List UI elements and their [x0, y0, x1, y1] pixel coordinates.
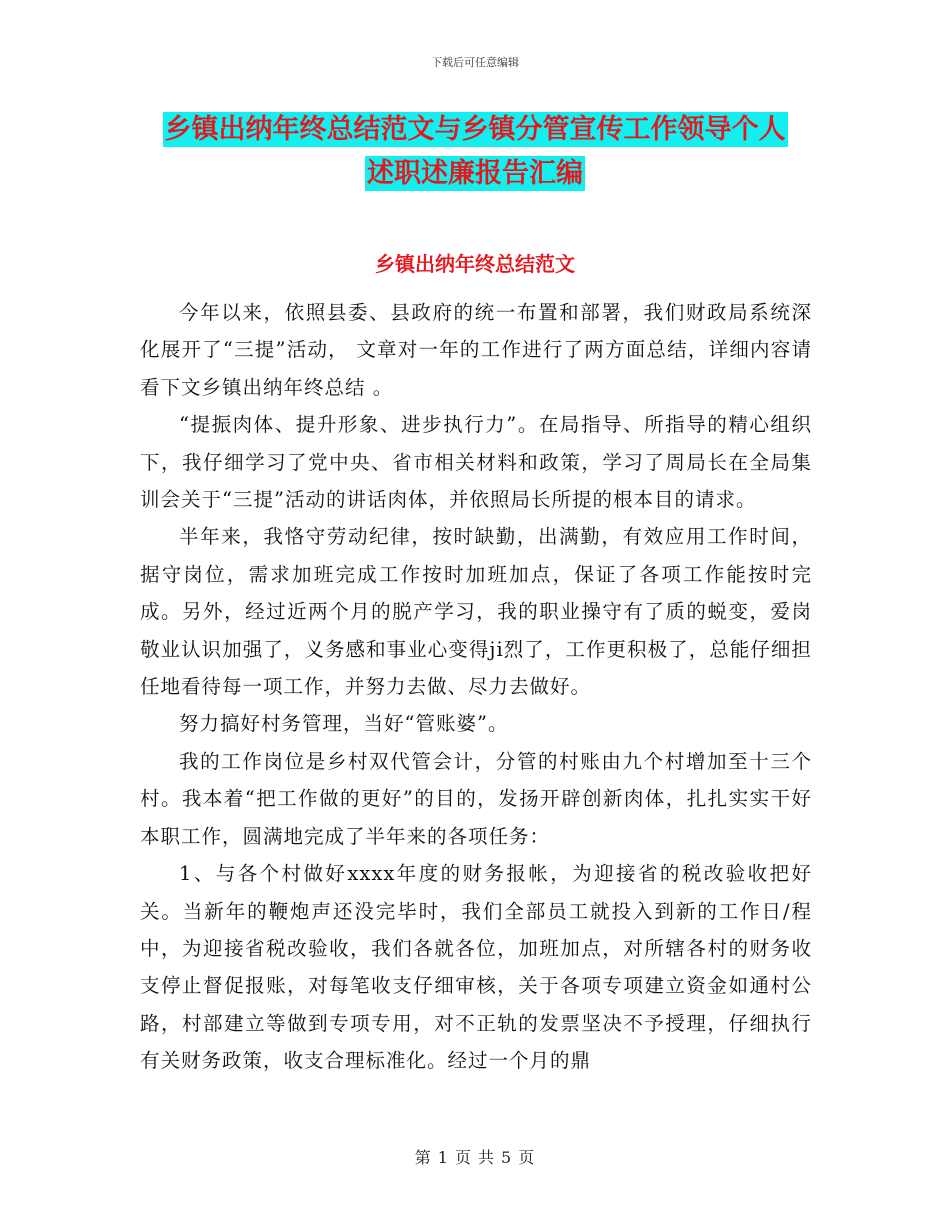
document-title	[0, 108, 950, 196]
footer-mid: 页 共	[454, 1148, 496, 1167]
body-text	[140, 294, 812, 1080]
paragraph: 我的工作岗位是乡村双代管会计，分管的村账由九个村增加至十三个村。我本着“把工作做的更好”的目的，发扬开辟创新肉体，扎扎实实干好本职工作，圆满地完成了半年来的各项任务：	[140, 749, 812, 848]
footer-prefix: 第	[414, 1148, 432, 1167]
title-line-1: 乡镇出纳年终总结范文与乡镇分管宣传工作领导个人	[164, 114, 786, 145]
title-line-2: 述职述廉报告汇编	[367, 158, 583, 189]
page-number: 1	[437, 1148, 449, 1167]
page-total: 5	[501, 1148, 513, 1167]
paragraph: 努力搞好村务管理，当好“管账婆”。	[179, 712, 509, 736]
header-note: 下载后可任意编辑	[431, 56, 519, 69]
page-footer	[0, 1145, 950, 1168]
paragraph: 半年来，我恪守劳动纪律，按时缺勤，出满勤，有效应用工作时间，据守岗位，需求加班完成工作按时加班加点，保证了各项工作能按时完成。另外，经过近两个月的脱产学习，我的职业操守有了质的蜕变，爱岗敬业认识加强了，义务感和事业心变得ji烈了，工作更积极了，总能仔细担任地看待每一项工作，并努力去做、尽力去做好。	[140, 525, 812, 699]
section-title: 乡镇出纳年终总结范文	[375, 252, 575, 276]
footer-suffix: 页	[518, 1148, 536, 1167]
paragraph: “提振肉体、提升形象、进步执行力”。在局指导、所指导的精心组织下，我仔细学习了党中央、省市相关材料和政策，学习了周局长在全局集训会关于“三提”活动的讲话肉体，并依照局长所提的根本目的请求。	[140, 413, 812, 512]
paragraph: 今年以来，依照县委、县政府的统一布置和部署，我们财政局系统深化展开了“三提”活动， 文章对一年的工作进行了两方面总结，详细内容请看下文乡镇出纳年终总结 。	[140, 301, 812, 399]
paragraph: 1、与各个村做好xxxx年度的财务报帐，为迎接省的税改验收把好关。当新年的鞭炮声还没完毕时，我们全部员工就投入到新的工作日/程中，为迎接省税改验收，我们各就各位，加班加点，对所辖各村的财务收支停止督促报账，对每笔收支仔细审核，关于各项专项建立资金如通村公路，村部建立等做到专项专用，对不正轨的发票坚决不予授理，仔细执行有关财务政策，收支合理标准化。经过一个月的鼎	[140, 862, 812, 1073]
